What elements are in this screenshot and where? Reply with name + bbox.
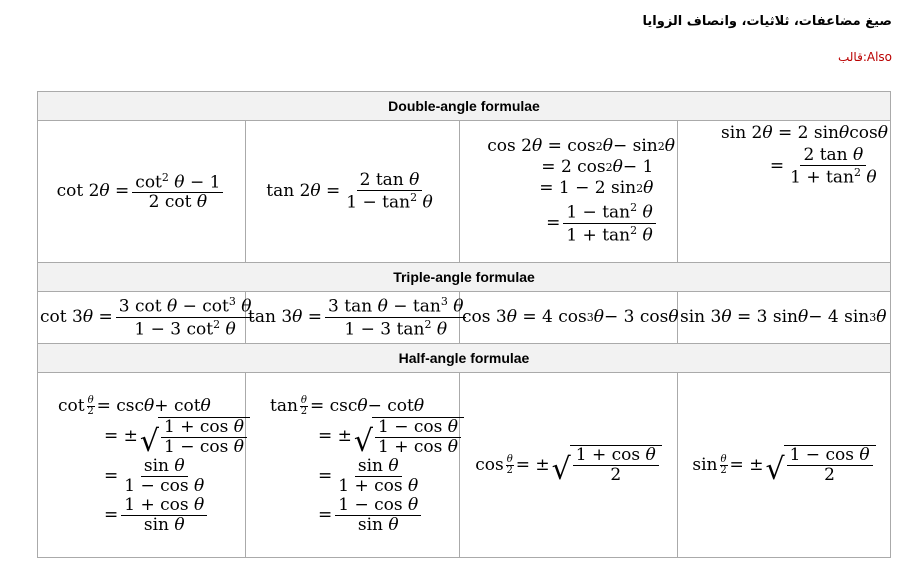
half-sin-cell — [678, 373, 891, 558]
section-triple-angle: Triple-angle formulae — [38, 263, 891, 292]
double-sin-formula: sin 2 θ = 2 sin θ cos θ = $\frac{\text{2 tan θ}}{1 + \tan^2 \theta}$ — [721, 123, 888, 188]
triple-angle-row — [38, 292, 891, 344]
double-cot-formula: cot 2 θ = $\frac{\cot^2 \theta - 1}{\text{2 cot θ}}$ — [57, 171, 227, 213]
half-cot-formula: cot θ 2 = csc θ + cot θ = ± √ $\frac{\text{1 + cos θ}}{\text{1 − cos θ}}$ = $\frac{\text{sin θ}}{\text{1 − cos θ}}$ = $\frac{\text{1 + cos θ}}{\text{sin θ}}$ — [40, 396, 243, 535]
half-angle-row — [38, 373, 891, 558]
half-tan-formula: tan θ 2 = csc θ − cot θ = ± √ $\frac{\text{1 − cos θ}}{\text{1 + cos θ}}$ = $\frac{\text{sin θ}}{\text{1 + cos θ}}$ = $\frac{\text{1 − cos θ}}{\text{sin θ}}$ — [248, 396, 457, 535]
triple-sin-cell — [678, 292, 891, 344]
triple-tan-cell — [246, 292, 464, 344]
half-tan-cell — [246, 373, 460, 558]
see-also-link[interactable]: Also — [866, 50, 892, 64]
triple-sin-formula: sin 3 θ = 3 sin θ − 4 sin 3 θ — [680, 307, 887, 327]
section-half-angle: Half-angle formulae — [38, 344, 891, 373]
half-cos-cell — [460, 373, 678, 558]
half-cot-cell — [38, 373, 246, 558]
half-cos-formula: cos θ 2 = ± √ $\frac{\text{1 + cos θ}}{2}$ — [475, 445, 662, 485]
see-also-prefix: قالب: — [837, 50, 867, 64]
triple-cos-cell — [460, 292, 678, 344]
triple-cos-formula: cos 3 θ = 4 cos 3 θ − 3 cos θ — [462, 307, 679, 327]
double-cos-formula: cos 2 θ = cos 2 θ − sin 2 θ = 2 cos 2 θ − 1 = 1 − 2 sin 2 θ = $\frac{1 - \tan^2 \theta}{1 + \tan^2 \theta}$ — [487, 135, 675, 246]
double-tan-cell — [246, 121, 460, 263]
double-angle-row — [38, 121, 891, 263]
triple-cot-formula: cot 3 θ = $\frac{3 \cot \theta - \cot^3 \theta}{1 - 3 \cot^2 \theta}$ — [40, 295, 243, 339]
double-cot-cell — [38, 121, 246, 263]
see-also — [838, 50, 892, 64]
double-tan-formula: tan 2 θ = $\frac{\text{2 tan θ}}{1 - \tan^2 \theta}$ — [266, 169, 433, 213]
section-double-angle: Double-angle formulae — [38, 92, 891, 121]
double-cos-cell — [460, 121, 678, 263]
half-sin-formula: sin θ 2 = ± √ $\frac{\text{1 − cos θ}}{2}$ — [692, 445, 875, 485]
triple-cot-cell — [38, 292, 252, 344]
double-sin-cell — [678, 121, 891, 263]
page-heading: صيغ مضاعفات، ثلاثيات، وانصاف الزوايا — [642, 14, 892, 29]
triple-tan-formula: tan 3 θ = $\frac{3 \tan \theta - \tan^3 \theta}{1 - 3 \tan^2 \theta}$ — [248, 295, 457, 339]
formula-table — [37, 91, 891, 558]
